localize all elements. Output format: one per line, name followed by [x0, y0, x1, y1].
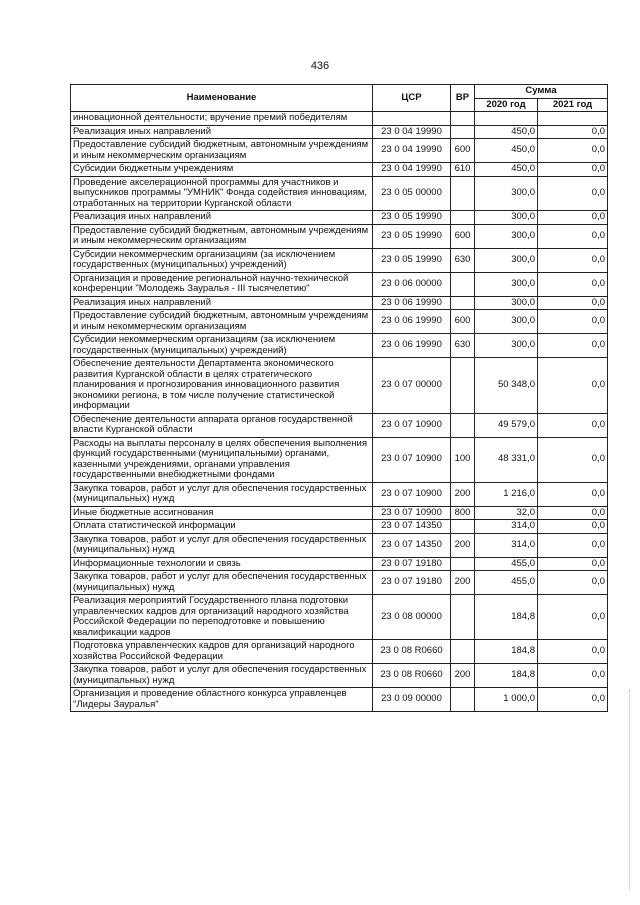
row-name-cell: Подготовка управленческих кадров для организаций народного хозяйства Российской Федерации	[71, 640, 373, 664]
row-2020-cell: 1 000,0	[475, 688, 538, 712]
row-csr-cell: 23 0 06 00000	[373, 272, 451, 296]
row-vr-cell	[451, 125, 475, 139]
row-2020-cell: 300,0	[475, 310, 538, 334]
table-row	[71, 664, 608, 688]
row-vr-cell	[451, 296, 475, 310]
row-csr-cell: 23 0 05 19990	[373, 211, 451, 225]
row-2020-cell: 455,0	[475, 557, 538, 571]
row-2021-cell: 0,0	[538, 211, 608, 225]
header-sum: Сумма	[475, 85, 608, 99]
row-csr-cell: 23 0 04 19990	[373, 163, 451, 177]
row-name-cell: Субсидии некоммерческим организациям (за исключением государственных (муниципальных) учреждений)	[71, 248, 373, 272]
row-2020-cell: 300,0	[475, 176, 538, 211]
table-row	[71, 272, 608, 296]
row-csr-cell: 23 0 05 19990	[373, 224, 451, 248]
row-2021-cell: 0,0	[538, 163, 608, 177]
row-name-cell: Организация и проведение региональной научно-технической конференции "Молодежь Зауралья - III тысячелетию"	[71, 272, 373, 296]
row-name-cell: Оплата статистической информации	[71, 520, 373, 534]
row-csr-cell: 23 0 05 19990	[373, 248, 451, 272]
row-2021-cell: 0,0	[538, 688, 608, 712]
table-row	[71, 139, 608, 163]
row-csr-cell: 23 0 07 19180	[373, 571, 451, 595]
row-vr-cell: 200	[451, 482, 475, 506]
row-2021-cell: 0,0	[538, 296, 608, 310]
row-2020-cell: 50 348,0	[475, 358, 538, 414]
row-2020-cell: 48 331,0	[475, 437, 538, 482]
row-2021-cell: 0,0	[538, 595, 608, 640]
row-2020-cell: 300,0	[475, 211, 538, 225]
row-name-cell: Информационные технологии и связь	[71, 557, 373, 571]
row-name-cell: Закупка товаров, работ и услуг для обеспечения государственных (муниципальных) нужд	[71, 533, 373, 557]
table-row	[71, 358, 608, 414]
row-name-cell: Субсидии бюджетным учреждениям	[71, 163, 373, 177]
row-name-cell: Закупка товаров, работ и услуг для обеспечения государственных (муниципальных) нужд	[71, 664, 373, 688]
row-name-cell: Предоставление субсидий бюджетным, автономным учреждениям и иным некоммерческим организациям	[71, 139, 373, 163]
row-name-cell: Обеспечение деятельности аппарата органов государственной власти Курганской области	[71, 413, 373, 437]
row-2020-cell: 314,0	[475, 533, 538, 557]
row-csr-cell: 23 0 07 19180	[373, 557, 451, 571]
table-row	[71, 595, 608, 640]
row-2021-cell: 0,0	[538, 520, 608, 534]
scan-margin-mark	[629, 690, 632, 890]
row-vr-cell: 600	[451, 224, 475, 248]
row-vr-cell	[451, 272, 475, 296]
table-row	[71, 506, 608, 520]
row-2021-cell: 0,0	[538, 557, 608, 571]
row-2020-cell	[475, 112, 538, 126]
table-row	[71, 224, 608, 248]
budget-table	[70, 84, 608, 712]
header-csr: ЦСР	[373, 85, 451, 112]
row-vr-cell: 200	[451, 533, 475, 557]
table-row	[71, 211, 608, 225]
row-2020-cell: 32,0	[475, 506, 538, 520]
row-vr-cell	[451, 358, 475, 414]
row-2021-cell: 0,0	[538, 248, 608, 272]
row-vr-cell	[451, 595, 475, 640]
row-name-cell: Реализация иных направлений	[71, 211, 373, 225]
row-2020-cell: 300,0	[475, 272, 538, 296]
row-vr-cell: 610	[451, 163, 475, 177]
table-row	[71, 296, 608, 310]
row-name-cell: инновационной деятельности; вручение премий победителям	[71, 112, 373, 126]
row-2021-cell: 0,0	[538, 533, 608, 557]
table-row	[71, 571, 608, 595]
header-2020: 2020 год	[475, 98, 538, 112]
table-row	[71, 482, 608, 506]
row-2020-cell: 184,8	[475, 595, 538, 640]
row-2021-cell: 0,0	[538, 139, 608, 163]
header-vr: ВР	[451, 85, 475, 112]
row-csr-cell: 23 0 07 10900	[373, 413, 451, 437]
row-csr-cell	[373, 112, 451, 126]
table-row	[71, 640, 608, 664]
table-row	[71, 310, 608, 334]
row-2020-cell: 450,0	[475, 139, 538, 163]
row-2021-cell: 0,0	[538, 310, 608, 334]
row-2021-cell: 0,0	[538, 437, 608, 482]
row-csr-cell: 23 0 05 00000	[373, 176, 451, 211]
row-2021-cell: 0,0	[538, 640, 608, 664]
row-2021-cell: 0,0	[538, 176, 608, 211]
row-csr-cell: 23 0 07 10900	[373, 506, 451, 520]
row-name-cell: Закупка товаров, работ и услуг для обеспечения государственных (муниципальных) нужд	[71, 571, 373, 595]
row-name-cell: Обеспечение деятельности Департамента экономического развития Курганской области в целях стратегического планирования и прогнозирования инновационного развития экономики региона, в том числе получение статистической информации	[71, 358, 373, 414]
row-vr-cell: 100	[451, 437, 475, 482]
table-row	[71, 176, 608, 211]
row-vr-cell	[451, 640, 475, 664]
row-csr-cell: 23 0 07 00000	[373, 358, 451, 414]
row-name-cell: Иные бюджетные ассигнования	[71, 506, 373, 520]
row-vr-cell: 600	[451, 310, 475, 334]
row-name-cell: Проведение акселерационной программы для участников и выпускников программы "УМНИК" Фонда содействия инновациям, отработанных на территории Курганской области	[71, 176, 373, 211]
row-name-cell: Реализация мероприятий Государственного плана подготовки управленческих кадров для организаций народного хозяйства Российской Федерации по переподготовке и повышению квалификации кадров	[71, 595, 373, 640]
row-2021-cell: 0,0	[538, 272, 608, 296]
table-row	[71, 533, 608, 557]
row-csr-cell: 23 0 06 19990	[373, 310, 451, 334]
row-name-cell: Реализация иных направлений	[71, 125, 373, 139]
table-row	[71, 248, 608, 272]
page-number: 436	[310, 60, 330, 72]
row-2021-cell: 0,0	[538, 413, 608, 437]
table-row	[71, 112, 608, 126]
row-2020-cell: 184,8	[475, 640, 538, 664]
row-csr-cell: 23 0 08 R0660	[373, 640, 451, 664]
row-2021-cell	[538, 112, 608, 126]
row-vr-cell	[451, 176, 475, 211]
row-name-cell: Закупка товаров, работ и услуг для обеспечения государственных (муниципальных) нужд	[71, 482, 373, 506]
row-csr-cell: 23 0 04 19990	[373, 139, 451, 163]
header-2021: 2021 год	[538, 98, 608, 112]
table-row	[71, 334, 608, 358]
row-2020-cell: 455,0	[475, 571, 538, 595]
row-csr-cell: 23 0 04 19990	[373, 125, 451, 139]
row-vr-cell: 630	[451, 334, 475, 358]
row-name-cell: Предоставление субсидий бюджетным, автономным учреждениям и иным некоммерческим организациям	[71, 224, 373, 248]
header-name: Наименование	[71, 85, 373, 112]
row-2020-cell: 300,0	[475, 248, 538, 272]
row-name-cell: Организация и проведение областного конкурса управленцев "Лидеры Зауралья"	[71, 688, 373, 712]
row-name-cell: Расходы на выплаты персоналу в целях обеспечения выполнения функций государственными (муниципальными) органами, казенными учреждениями, органами управления государственными внебюджетными фондами	[71, 437, 373, 482]
row-csr-cell: 23 0 07 14350	[373, 533, 451, 557]
row-vr-cell	[451, 557, 475, 571]
row-2021-cell: 0,0	[538, 125, 608, 139]
row-vr-cell	[451, 688, 475, 712]
row-vr-cell	[451, 211, 475, 225]
row-vr-cell: 200	[451, 664, 475, 688]
row-csr-cell: 23 0 08 R0660	[373, 664, 451, 688]
row-csr-cell: 23 0 09 00000	[373, 688, 451, 712]
row-csr-cell: 23 0 07 10900	[373, 482, 451, 506]
row-2021-cell: 0,0	[538, 506, 608, 520]
row-vr-cell: 800	[451, 506, 475, 520]
row-2021-cell: 0,0	[538, 571, 608, 595]
row-name-cell: Субсидии некоммерческим организациям (за исключением государственных (муниципальных) учреждений)	[71, 334, 373, 358]
row-vr-cell: 630	[451, 248, 475, 272]
table-header	[71, 85, 608, 112]
row-2020-cell: 314,0	[475, 520, 538, 534]
row-2020-cell: 300,0	[475, 224, 538, 248]
row-2021-cell: 0,0	[538, 664, 608, 688]
row-name-cell: Предоставление субсидий бюджетным, автономным учреждениям и иным некоммерческим организациям	[71, 310, 373, 334]
row-2021-cell: 0,0	[538, 358, 608, 414]
table-row	[71, 163, 608, 177]
row-2020-cell: 1 216,0	[475, 482, 538, 506]
row-vr-cell: 200	[451, 571, 475, 595]
row-name-cell: Реализация иных направлений	[71, 296, 373, 310]
row-2020-cell: 300,0	[475, 334, 538, 358]
row-2020-cell: 300,0	[475, 296, 538, 310]
table-row	[71, 437, 608, 482]
row-csr-cell: 23 0 06 19990	[373, 296, 451, 310]
row-2020-cell: 450,0	[475, 125, 538, 139]
row-2021-cell: 0,0	[538, 482, 608, 506]
row-csr-cell: 23 0 08 00000	[373, 595, 451, 640]
table-row	[71, 688, 608, 712]
row-csr-cell: 23 0 07 14350	[373, 520, 451, 534]
table-row	[71, 125, 608, 139]
row-vr-cell: 600	[451, 139, 475, 163]
row-csr-cell: 23 0 06 19990	[373, 334, 451, 358]
table-row	[71, 413, 608, 437]
row-2021-cell: 0,0	[538, 334, 608, 358]
table-body	[71, 112, 608, 712]
row-2020-cell: 450,0	[475, 163, 538, 177]
row-2020-cell: 184,8	[475, 664, 538, 688]
table-row	[71, 557, 608, 571]
table-row	[71, 520, 608, 534]
row-2021-cell: 0,0	[538, 224, 608, 248]
row-csr-cell: 23 0 07 10900	[373, 437, 451, 482]
row-2020-cell: 49 579,0	[475, 413, 538, 437]
row-vr-cell	[451, 112, 475, 126]
row-vr-cell	[451, 413, 475, 437]
row-vr-cell	[451, 520, 475, 534]
